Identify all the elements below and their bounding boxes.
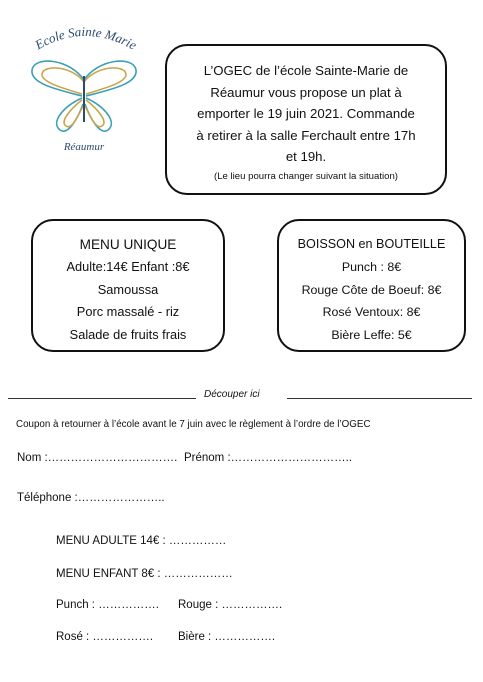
drink-item: Rouge Côte de Boeuf: 8€ [301, 282, 442, 297]
nom-field: Nom :……………………………. [17, 452, 178, 464]
logo-school-name: Ecole Sainte Marie [32, 23, 140, 53]
menu-enfant-field: MENU ENFANT 8€ : ……………… [56, 568, 233, 580]
announcement-box [165, 44, 447, 195]
drink-item: Rosé Ventoux: 8€ [322, 305, 421, 319]
menu-item: Samoussa [97, 281, 159, 297]
announcement-line: et 19h. [285, 149, 327, 164]
menu-item: Adulte:14€ Enfant :8€ [66, 259, 190, 274]
menu-title: MENU UNIQUE [79, 237, 177, 252]
announcement-line: à retirer à la salle Ferchault entre 17h [196, 127, 416, 143]
prenom-field: Prénom :………………………….. [184, 452, 353, 464]
menu-item: Porc massalé - riz [76, 304, 180, 319]
announcement-note: (Le lieu pourra changer suivant la situation) [214, 170, 398, 182]
butterfly-logo-icon [14, 18, 154, 158]
cut-label: Découper ici [204, 389, 260, 400]
coupon-instructions: Coupon à retourner à l’école avant le 7 juin avec le règlement à l’ordre de l’OGEC [16, 419, 371, 430]
menu-box [31, 219, 225, 352]
punch-field: Punch : ……………. [56, 599, 159, 611]
rouge-field: Rouge : ……………. [178, 599, 283, 611]
menu-adulte-field: MENU ADULTE 14€ : …………… [56, 535, 227, 547]
menu-item: Salade de fruits frais [69, 326, 187, 342]
announcement-line: Réaumur vous propose un plat à [210, 84, 402, 100]
logo-town: Réaumur [63, 141, 105, 153]
school-logo [14, 18, 154, 158]
drinks-title: BOISSON en BOUTEILLE [297, 237, 446, 251]
biere-field: Bière : ……………. [178, 631, 276, 643]
drink-item: Punch : 8€ [341, 260, 402, 274]
announcement-line: emporter le 19 juin 2021. Commande [197, 106, 415, 121]
cut-line-left [8, 398, 196, 399]
cut-line-right [287, 398, 472, 399]
announcement-line: L’OGEC de l’école Sainte-Marie de [203, 63, 409, 78]
cut-line [8, 389, 472, 403]
telephone-field: Téléphone :………………….. [17, 492, 165, 504]
drink-item: Bière Leffe: 5€ [331, 327, 412, 342]
rose-field: Rosé : ……………. [56, 631, 154, 643]
drinks-box [277, 219, 466, 352]
